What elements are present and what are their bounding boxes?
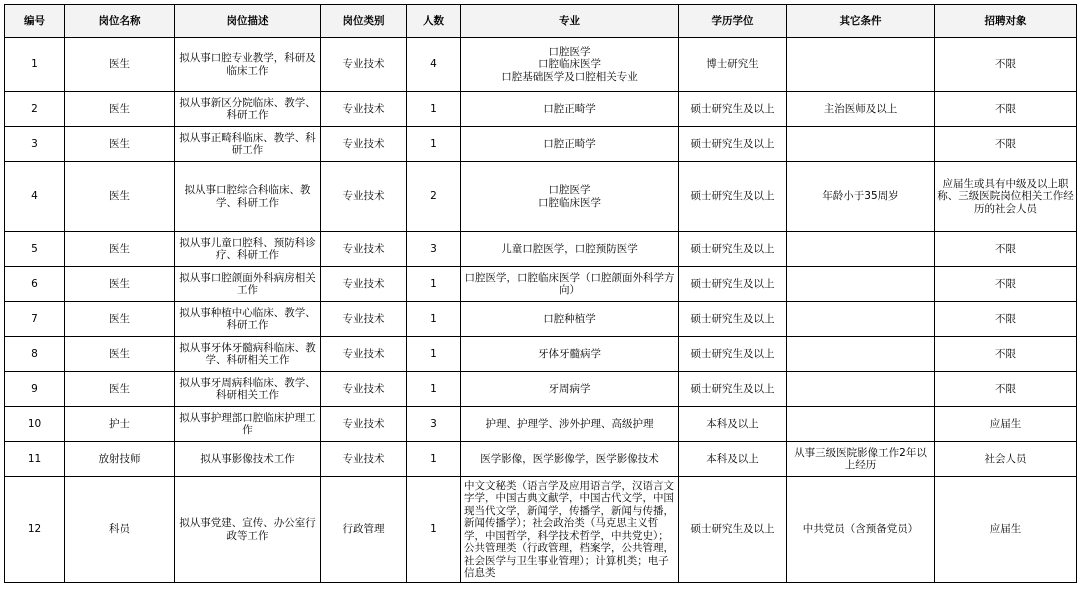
cell-category: 专业技术 [321, 232, 407, 267]
cell-other [787, 267, 935, 302]
cell-other [787, 337, 935, 372]
cell-major [461, 162, 679, 232]
cell-other [787, 372, 935, 407]
table-row [5, 38, 1077, 92]
cell-count: 2 [407, 162, 461, 232]
cell-no: 7 [5, 302, 65, 337]
cell-name: 医生 [65, 38, 175, 92]
cell-major [461, 337, 679, 372]
cell-count: 1 [407, 372, 461, 407]
cell-desc: 拟从事护理部口腔临床护理工作 [175, 407, 321, 442]
cell-count: 1 [407, 442, 461, 477]
cell-degree: 博士研究生 [679, 38, 787, 92]
cell-name: 医生 [65, 162, 175, 232]
header-no: 编号 [5, 5, 65, 38]
cell-name: 医生 [65, 372, 175, 407]
major-line: 口腔基础医学及口腔相关专业 [501, 70, 638, 83]
cell-target: 社会人员 [935, 442, 1077, 477]
cell-category: 专业技术 [321, 162, 407, 232]
major-line: 口腔医学 [548, 184, 591, 196]
cell-desc: 拟从事党建、宣传、办公室行政等工作 [175, 477, 321, 583]
cell-desc: 拟从事影像技术工作 [175, 442, 321, 477]
table-row [5, 127, 1077, 162]
header-desc: 岗位描述 [175, 5, 321, 38]
cell-target: 应届生 [935, 407, 1077, 442]
cell-category: 专业技术 [321, 372, 407, 407]
cell-desc: 拟从事新区分院临床、教学、科研工作 [175, 92, 321, 127]
cell-target: 不限 [935, 92, 1077, 127]
cell-count: 3 [407, 232, 461, 267]
cell-name: 医生 [65, 337, 175, 372]
cell-category: 专业技术 [321, 442, 407, 477]
cell-desc: 拟从事儿童口腔科、预防科诊疗、科研工作 [175, 232, 321, 267]
table-row [5, 92, 1077, 127]
cell-other [787, 407, 935, 442]
cell-category: 专业技术 [321, 38, 407, 92]
cell-no: 5 [5, 232, 65, 267]
cell-no: 4 [5, 162, 65, 232]
table-row [5, 232, 1077, 267]
cell-degree: 硕士研究生及以上 [679, 477, 787, 583]
cell-degree: 本科及以上 [679, 407, 787, 442]
cell-degree: 硕士研究生及以上 [679, 337, 787, 372]
cell-category: 专业技术 [321, 127, 407, 162]
table-body [5, 38, 1077, 583]
cell-name: 医生 [65, 92, 175, 127]
cell-no: 8 [5, 337, 65, 372]
major-line: 口腔正畸学 [543, 102, 596, 115]
cell-no: 12 [5, 477, 65, 583]
major-line: 口腔医学 [548, 45, 591, 58]
cell-major [461, 38, 679, 92]
major-line: 口腔临床医学 [538, 196, 601, 209]
major-line: 中文文秘类（语言学及应用语言学，汉语言文字学，中国古典文献学，中国古代文学，中国现当代文学，新闻学，传播学，新闻与传播，新闻传播学）；社会政治类（马克思主义哲学，中国哲学，科学技术哲学，中共党史）；公共管理类（行政管理，档案学，公共管理，社会医学与卫生事业管理）；计算机类；电子信息类 [464, 479, 674, 579]
cell-name: 科员 [65, 477, 175, 583]
cell-other [787, 302, 935, 337]
cell-no: 11 [5, 442, 65, 477]
cell-no: 3 [5, 127, 65, 162]
cell-name: 医生 [65, 302, 175, 337]
cell-major [461, 267, 679, 302]
cell-no: 6 [5, 267, 65, 302]
cell-name: 医生 [65, 267, 175, 302]
table-row [5, 337, 1077, 372]
cell-category: 专业技术 [321, 337, 407, 372]
major-line: 口腔种植学 [543, 312, 596, 325]
cell-name: 放射技师 [65, 442, 175, 477]
cell-name: 护士 [65, 407, 175, 442]
cell-other: 年龄小于35周岁 [787, 162, 935, 232]
cell-degree: 本科及以上 [679, 442, 787, 477]
major-line: 护理、护理学、涉外护理、高级护理 [485, 417, 654, 430]
header-degree: 学历学位 [679, 5, 787, 38]
cell-degree: 硕士研究生及以上 [679, 302, 787, 337]
cell-other: 主治医师及以上 [787, 92, 935, 127]
major-line: 口腔医学，口腔临床医学（口腔颌面外科学方向） [464, 271, 675, 296]
cell-category: 专业技术 [321, 92, 407, 127]
cell-major [461, 477, 679, 583]
cell-other: 从事三级医院影像工作2年以上经历 [787, 442, 935, 477]
cell-major [461, 442, 679, 477]
cell-target: 不限 [935, 302, 1077, 337]
cell-degree: 硕士研究生及以上 [679, 267, 787, 302]
cell-category: 专业技术 [321, 302, 407, 337]
cell-other: 中共党员（含预备党员） [787, 477, 935, 583]
table-row [5, 407, 1077, 442]
table-row [5, 372, 1077, 407]
cell-desc: 拟从事种植中心临床、教学、科研工作 [175, 302, 321, 337]
table-row [5, 267, 1077, 302]
table-row [5, 302, 1077, 337]
cell-target: 不限 [935, 372, 1077, 407]
major-line: 牙周病学 [548, 382, 591, 395]
header-category: 岗位类别 [321, 5, 407, 38]
cell-no: 10 [5, 407, 65, 442]
cell-target: 不限 [935, 127, 1077, 162]
cell-category: 专业技术 [321, 267, 407, 302]
table-row [5, 162, 1077, 232]
cell-degree: 硕士研究生及以上 [679, 127, 787, 162]
cell-count: 4 [407, 38, 461, 92]
header-major: 专业 [461, 5, 679, 38]
cell-name: 医生 [65, 232, 175, 267]
major-line: 牙体牙髓病学 [538, 347, 601, 360]
header-name: 岗位名称 [65, 5, 175, 38]
cell-no: 1 [5, 38, 65, 92]
header-target: 招聘对象 [935, 5, 1077, 38]
cell-desc: 拟从事口腔综合科临床、教学、科研工作 [175, 162, 321, 232]
cell-target: 不限 [935, 337, 1077, 372]
cell-degree: 硕士研究生及以上 [679, 232, 787, 267]
cell-target: 应届生或具有中级及以上职称、三级医院岗位相关工作经历的社会人员 [935, 162, 1077, 232]
table-row [5, 442, 1077, 477]
cell-count: 1 [407, 302, 461, 337]
recruitment-table [4, 4, 1077, 583]
cell-target: 不限 [935, 38, 1077, 92]
table-row [5, 477, 1077, 583]
major-line: 口腔正畸学 [543, 137, 596, 150]
cell-desc: 拟从事牙体牙髓病科临床、教学、科研相关工作 [175, 337, 321, 372]
major-line: 口腔临床医学 [538, 58, 601, 71]
cell-target: 不限 [935, 267, 1077, 302]
cell-count: 1 [407, 92, 461, 127]
cell-major [461, 302, 679, 337]
cell-count: 1 [407, 337, 461, 372]
cell-category: 专业技术 [321, 407, 407, 442]
cell-target: 应届生 [935, 477, 1077, 583]
cell-desc: 拟从事口腔专业教学，科研及临床工作 [175, 38, 321, 92]
cell-count: 1 [407, 127, 461, 162]
major-line: 儿童口腔医学，口腔预防医学 [501, 242, 638, 255]
cell-count: 1 [407, 267, 461, 302]
cell-no: 2 [5, 92, 65, 127]
cell-name: 医生 [65, 127, 175, 162]
cell-desc: 拟从事口腔颌面外科病房相关工作 [175, 267, 321, 302]
cell-other [787, 127, 935, 162]
cell-other [787, 38, 935, 92]
cell-desc: 拟从事正畸科临床、教学、科研工作 [175, 127, 321, 162]
cell-target: 不限 [935, 232, 1077, 267]
cell-degree: 硕士研究生及以上 [679, 92, 787, 127]
cell-desc: 拟从事牙周病科临床、教学、科研相关工作 [175, 372, 321, 407]
header-other: 其它条件 [787, 5, 935, 38]
cell-other [787, 232, 935, 267]
cell-count: 1 [407, 477, 461, 583]
cell-major [461, 407, 679, 442]
cell-major [461, 92, 679, 127]
cell-major [461, 127, 679, 162]
cell-no: 9 [5, 372, 65, 407]
major-line: 医学影像，医学影像学，医学影像技术 [480, 452, 659, 465]
header-row [5, 5, 1077, 38]
cell-degree: 硕士研究生及以上 [679, 372, 787, 407]
cell-major [461, 232, 679, 267]
cell-degree: 硕士研究生及以上 [679, 162, 787, 232]
cell-major [461, 372, 679, 407]
cell-category: 行政管理 [321, 477, 407, 583]
header-count: 人数 [407, 5, 461, 38]
cell-count: 3 [407, 407, 461, 442]
